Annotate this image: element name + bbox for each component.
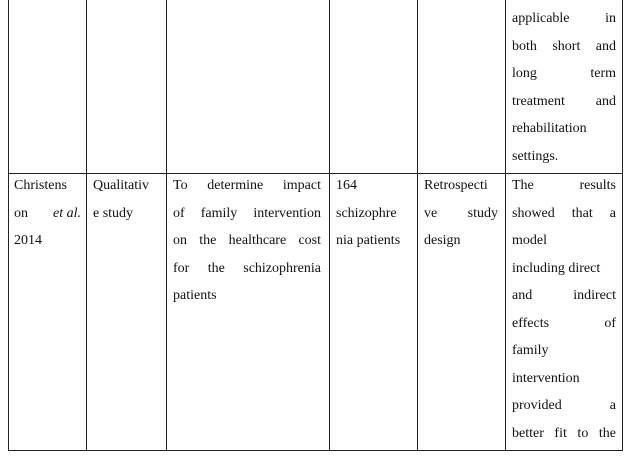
prev-row-results-cell xyxy=(512,5,616,170)
text-line: applicable in xyxy=(512,11,616,26)
author-etal: et al. xyxy=(53,205,81,221)
table-border-left xyxy=(8,0,9,451)
column-divider xyxy=(86,0,87,451)
text-line: 164 xyxy=(336,178,357,193)
sample-cell xyxy=(336,172,412,255)
text-line: and indirect xyxy=(512,288,616,303)
text-line: better fit to the xyxy=(512,425,616,441)
text-line: The results xyxy=(512,178,616,193)
objective-cell xyxy=(173,172,321,310)
text-line: for the schizophrenia xyxy=(173,260,321,276)
author-year: 2014 xyxy=(14,233,42,248)
text-line: schizophre xyxy=(336,205,397,221)
text-line: e study xyxy=(93,205,134,221)
text-line: provided a xyxy=(512,398,616,413)
text-line: on the healthcare cost xyxy=(173,233,321,248)
text-line: model xyxy=(512,233,547,248)
table-border-bottom xyxy=(8,450,623,451)
text-line: Qualitativ xyxy=(93,178,149,193)
text-line: nia patients xyxy=(336,233,401,248)
text-line: treatment and xyxy=(512,93,616,109)
text-line: Retrospecti xyxy=(424,178,488,193)
author-name-line: Christens xyxy=(14,178,67,193)
text-line: intervention xyxy=(512,370,580,386)
text-line: rehabilitation xyxy=(512,121,587,136)
column-divider xyxy=(417,0,418,451)
text-line: of family intervention xyxy=(173,205,321,221)
author-name-suffix: on xyxy=(14,205,28,221)
text-line: family xyxy=(512,343,549,358)
text-line: To determine impact xyxy=(173,178,321,193)
column-divider xyxy=(329,0,330,451)
text-line: including direct xyxy=(512,260,601,276)
text-line: patients xyxy=(173,288,217,303)
text-line: ve study xyxy=(424,205,498,221)
text-line: design xyxy=(424,233,461,248)
text-line: settings. xyxy=(512,148,559,164)
table-border-right xyxy=(622,0,623,451)
text-line: effects of xyxy=(512,315,616,331)
literature-table xyxy=(8,0,623,451)
text-line: both short and xyxy=(512,38,616,54)
results-cell xyxy=(512,172,616,447)
study-type-cell xyxy=(93,172,161,227)
column-divider xyxy=(166,0,167,451)
text-line: showed that a xyxy=(512,205,616,221)
column-divider xyxy=(505,0,506,451)
text-line: long term xyxy=(512,66,616,81)
author-cell xyxy=(14,172,81,255)
author-etal-line xyxy=(14,200,81,228)
method-cell xyxy=(424,172,498,255)
